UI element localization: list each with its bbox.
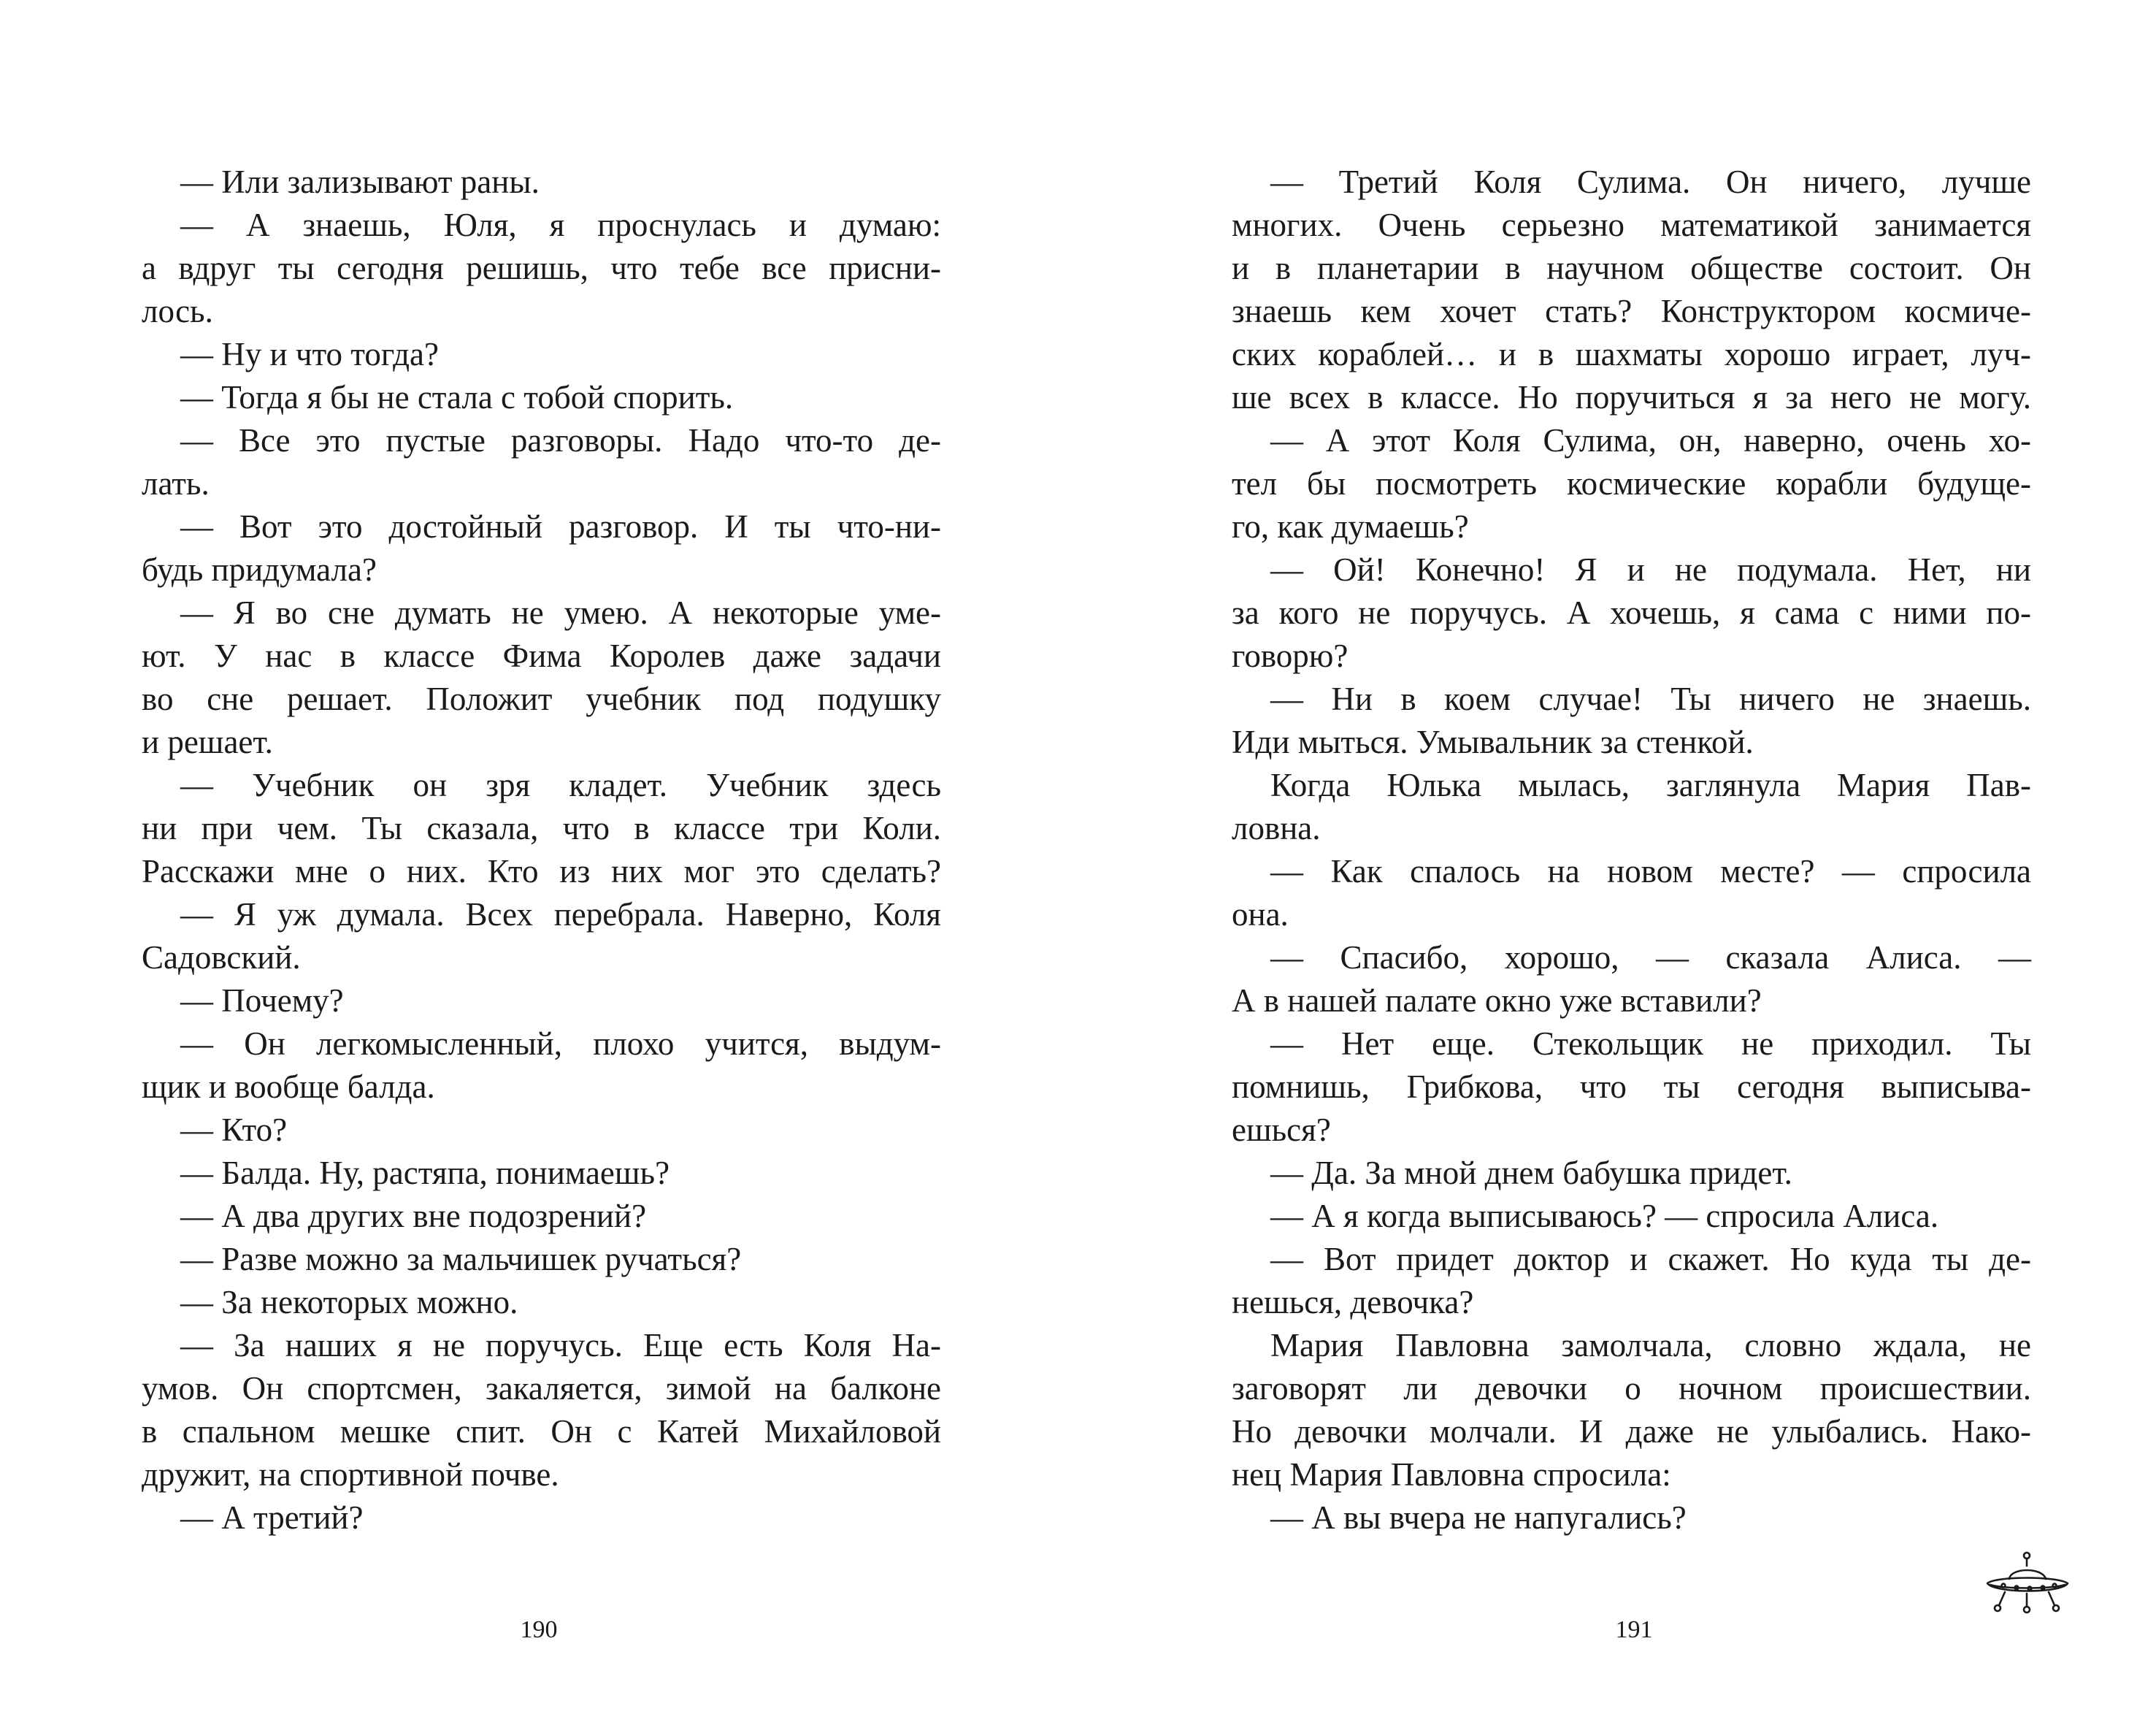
text-line: — Нет еще. Стекольщик не приходил. Ты [1270,1025,2031,1062]
left-page-text [142,161,941,1540]
text-line: — А третий? [180,1499,364,1536]
text-line: — Вот это достойный разговор. И ты что-ни- [180,508,941,545]
text-line: знаешь кем хочет стать? Конструктором космиче- [1232,293,2031,329]
text-line: — Ну и что тогда? [180,336,439,372]
text-line: во сне решает. Положит учебник под подушку [142,681,941,717]
text-line: — Я уж думала. Всех перебрала. Наверно, Коля [180,896,941,933]
text-line: дружит, на спортивной почве. [142,1456,559,1493]
text-line: — А знаешь, Юля, я проснулась и думаю: [180,207,941,243]
text-line: Иди мыться. Умывальник за стенкой. [1232,724,1754,760]
text-line: говорю? [1232,638,1349,674]
text-line: ют. У нас в классе Фима Королев даже задачи [142,638,941,674]
text-line: — Как спалось на новом месте? — спросила [1270,853,2031,890]
ufo-icon [1982,1548,2073,1615]
text-line: нешься, девочка? [1232,1284,1474,1320]
text-line: тел бы посмотреть космические корабли будуще- [1232,465,2031,502]
text-line: помнишь, Грибкова, что ты сегодня выписыва- [1232,1068,2031,1105]
text-line: — За наших я не поручусь. Еще есть Коля На- [180,1327,941,1363]
text-line: умов. Он спортсмен, закаляется, зимой на балконе [142,1370,941,1407]
text-line: — Или зализывают раны. [180,164,540,200]
text-line: — Ой! Конечно! Я и не подумала. Нет, ни [1270,551,2031,588]
text-line: ше всех в классе. Но поручиться я за него не могу. [1232,379,2031,416]
text-line: — Вот придет доктор и скажет. Но куда ты де- [1270,1241,2031,1277]
page-number-left: 190 [520,1616,558,1643]
text-line: в спальном мешке спит. Он с Катей Михайловой [142,1413,941,1450]
text-line: она. [1232,896,1289,933]
text-line: — Ни в коем случае! Ты ничего не знаешь. [1270,681,2031,717]
text-line: — За некоторых можно. [180,1284,518,1320]
text-line: будь придумала? [142,551,377,588]
text-line: А в нашей палате окно уже вставили? [1232,982,1762,1019]
text-line: и в планетарии в научном обществе состоит. Он [1232,250,2031,286]
text-line: Расскажи мне о них. Кто из них мог это сделать? [142,853,941,890]
text-line: — Почему? [180,982,344,1019]
text-line: за кого не поручусь. А хочешь, я сама с ними по- [1232,594,2031,631]
page-number-right: 191 [1615,1616,1653,1643]
text-line: Мария Павловна замолчала, словно ждала, не [1270,1327,2031,1363]
text-line: — А этот Коля Сулима, он, наверно, очень хо- [1270,422,2031,459]
text-line: — Да. За мной днем бабушка придет. [1270,1155,1792,1191]
text-line: ских кораблей… и в шахматы хорошо играет, луч- [1232,336,2031,372]
text-line: лось. [142,293,213,329]
text-line: — Разве можно за мальчишек ручаться? [180,1241,742,1277]
text-line: многих. Очень серьезно математикой занимается [1232,207,2031,243]
text-line: — А вы вчера не напугались? [1270,1499,1687,1536]
text-line: — Он легкомысленный, плохо учится, выдум- [180,1025,941,1062]
text-line: Но девочки молчали. И даже не улыбались. Нако- [1232,1413,2031,1450]
text-line: — А я когда выписываюсь? — спросила Алиса. [1270,1198,1939,1234]
text-line: а вдруг ты сегодня решишь, что тебе все присни- [142,250,941,286]
text-line: — Я во сне думать не умею. А некоторые уме- [180,594,941,631]
text-line: — Кто? [180,1112,288,1148]
text-line: лать. [142,465,210,502]
text-line: — Балда. Ну, растяпа, понимаешь? [180,1155,670,1191]
text-line: ловна. [1232,810,1321,846]
right-page-text [1232,161,2031,1540]
text-line: заговорят ли девочки о ночном происшествии. [1232,1370,2031,1407]
text-line: ешься? [1232,1112,1331,1148]
text-line: — Учебник он зря кладет. Учебник здесь [180,767,941,803]
text-line: ни при чем. Ты сказала, что в классе три Коли. [142,810,941,846]
text-line: — Тогда я бы не стала с тобой спорить. [180,379,734,416]
right-page [1078,0,2155,1725]
text-line: — Все это пустые разговоры. Надо что-то де- [180,422,941,459]
text-line: щик и вообще балда. [142,1068,435,1105]
text-line: нец Мария Павловна спросила: [1232,1456,1671,1493]
text-line: Садовский. [142,939,301,976]
text-line: и решает. [142,724,273,760]
text-line: го, как думаешь? [1232,508,1469,545]
text-line: — Спасибо, хорошо, — сказала Алиса. — [1270,939,2031,976]
text-line: — Третий Коля Сулима. Он ничего, лучше [1270,164,2031,200]
text-line: Когда Юлька мылась, заглянула Мария Пав- [1270,767,2031,803]
text-line: — А два других вне подозрений? [180,1198,647,1234]
